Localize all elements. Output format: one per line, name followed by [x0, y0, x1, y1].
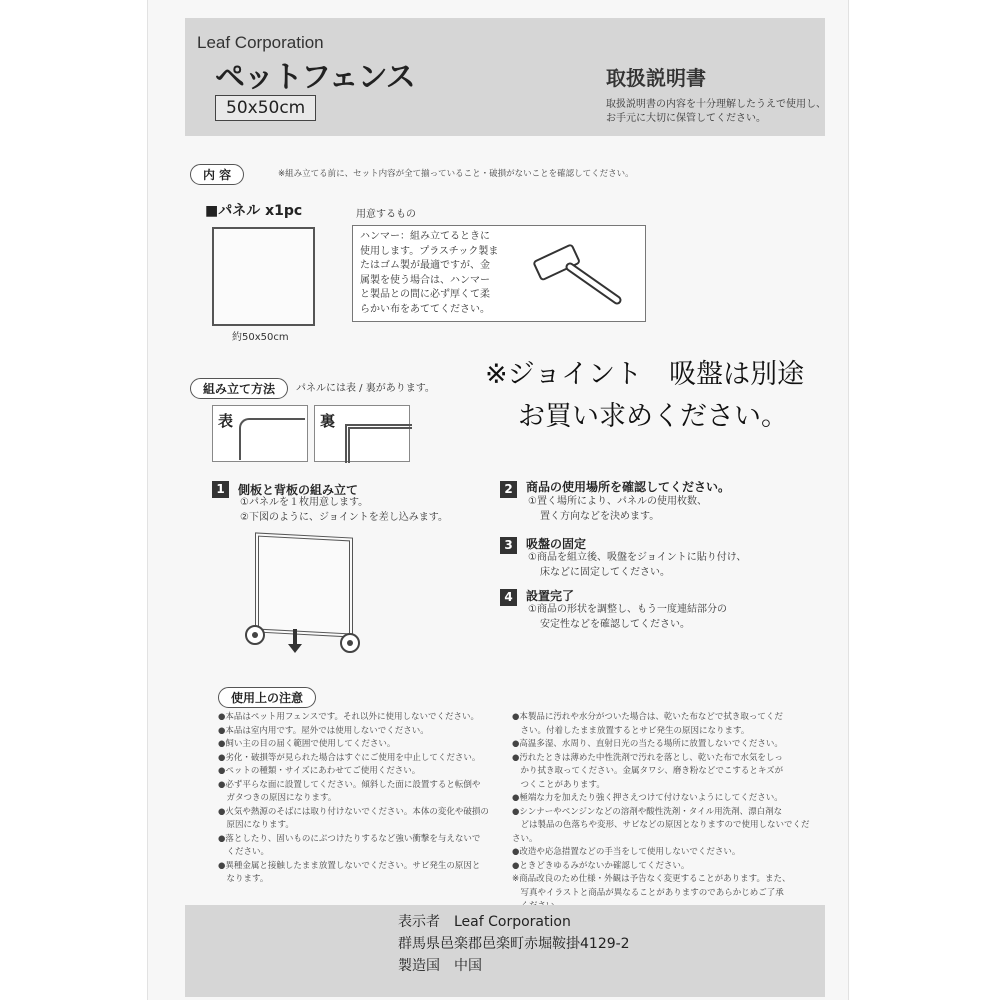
footer-line-3: 製造国 中国: [398, 958, 482, 974]
step-1-line: ②下図のように、ジョイントを差し込みます。: [240, 512, 448, 523]
cautions-left: [218, 711, 503, 887]
step-1-line: ①パネルを１枚用意します。: [240, 497, 369, 508]
caution-item: さい。付着したまま放置するとサビ発生の原因になります。: [512, 725, 750, 736]
front-side-box: [212, 405, 308, 462]
caution-item: ●本製品に汚れや水分がついた場合は、乾いた布などで拭き取ってくだ: [512, 712, 783, 722]
panel-label: ■パネル x1pc: [205, 203, 303, 219]
panel-illustration: [212, 227, 315, 326]
caution-item: ●ペットの種類・サイズにあわせてご使用ください。: [218, 766, 421, 776]
caution-item: ●落としたり、固いものにぶつけたりするなど強い衝撃を与えないで: [218, 833, 481, 844]
panel-size: 約50x50cm: [232, 332, 289, 343]
contents-note: ※組み立てる前に、セット内容が全て揃っていること・破損がないことを確認してください。: [278, 169, 634, 179]
step-2-number: 2: [500, 481, 517, 498]
overlay-note-line-1: ※ジョイント 吸盤は別途: [485, 359, 805, 390]
caution-item: ●シンナーやベンジンなどの溶剤や酸性洗剤・タイル用洗剤、漂白剤な: [512, 806, 783, 817]
contents-label: 内 容: [190, 164, 244, 185]
product-name: ペットフェンス: [215, 60, 415, 95]
back-side-box: [314, 405, 410, 462]
caution-item: 写真やイラストと商品が異なることがありますのであらかじめご了承: [512, 887, 784, 898]
tools-line: らかい布をあててください。: [360, 303, 490, 315]
step-4-line: 安定性などを確認してください。: [540, 619, 690, 630]
footer-line-1: 表示者 Leaf Corporation: [398, 914, 571, 930]
caution-item: ●本品はペット用フェンスです。それ以外に使用しないでください。: [218, 712, 480, 722]
tools-line: 使用します。プラスチック製ま: [360, 245, 499, 257]
step-2-line: 置く方向などを決めます。: [540, 511, 660, 522]
caution-item: ●劣化・破損等が見られた場合はすぐにご使用を中止してください。: [218, 752, 481, 763]
step-1-title: 側板と背板の組み立て: [238, 483, 359, 497]
tools-text: [360, 230, 498, 317]
back-corner-shape: [345, 424, 412, 463]
step-2-line: ①置く場所により、パネルの使用枚数、: [528, 496, 707, 507]
caution-item: ●異種金属と接触したまま放置しないでください。サビ発生の原因と: [218, 860, 481, 871]
step-4-number: 4: [500, 589, 517, 606]
caution-item: かり拭き取ってください。金属タワシ、磨き粉などでこするとキズが: [512, 766, 784, 776]
step-3-number: 3: [500, 537, 517, 554]
size-label: 50x50cm: [215, 95, 316, 121]
step-3-title: 吸盤の固定: [526, 537, 587, 551]
caution-item: ●飼い主の目の届く範囲で使用してください。: [218, 739, 396, 749]
step-2-title: 商品の使用場所を確認してください。: [526, 480, 731, 494]
caution-item: ●火気や熱源のそばには取り付けないでください。本体の変化や破損の: [218, 806, 489, 817]
brand-name: Leaf Corporation: [197, 33, 324, 52]
step-4-title: 設置完了: [526, 589, 575, 603]
front-side-label: 表: [218, 412, 234, 430]
hammer-icon: [522, 232, 627, 312]
front-corner-shape: [239, 418, 305, 460]
caution-item: なります。: [218, 874, 269, 884]
tools-line: と製品との間に必ず厚くて柔: [360, 289, 490, 300]
manual-note-1: 取扱説明書の内容を十分理解したうえで使用し、: [606, 99, 826, 110]
step-3-line: 床などに固定してください。: [540, 567, 670, 578]
cautions-right: [512, 711, 812, 914]
tools-line: たはゴム製が最適ですが、金: [360, 260, 490, 271]
caution-item: どは製品の色落ちや変形、サビなどの原因となりますので使用しないでください。: [512, 820, 810, 844]
assembly-note: パネルには表 / 裏があります。: [296, 383, 435, 394]
manual-title: 取扱説明書: [606, 66, 706, 90]
caution-item: つくことがあります。: [512, 779, 605, 790]
caution-item: ガタつきの原因になります。: [218, 793, 337, 803]
tools-title: 用意するもの: [356, 209, 416, 220]
tools-line: ハンマー：組み立てるときに: [360, 231, 490, 242]
caution-item: ●本品は室内用です。屋外では使用しないでください。: [218, 725, 429, 736]
tools-line: 属製を使う場合は、ハンマー: [360, 274, 490, 286]
caution-item: ●汚れたときは薄めた中性洗剤で汚れを落とし、乾いた布で水気をしっ: [512, 752, 783, 763]
caution-item: ※商品改良のため仕様・外観は予告なく変更することがあります。また、: [512, 874, 791, 884]
caution-item: ●改造や応急措置などの手当をして使用しないでください。: [512, 847, 741, 857]
cautions-label: 使用上の注意: [218, 687, 316, 708]
step-3-line: ①商品を組立後、吸盤をジョイントに貼り付け、: [528, 552, 747, 563]
caution-item: ●高温多湿、水周り、直射日光の当たる場所に放置しないでください。: [512, 739, 783, 749]
caution-item: ●必ず平らな面に設置してください。傾斜した面に設置すると転倒や: [218, 779, 481, 790]
caution-item: ●極端な力を加えたり強く押さえつけて付けないようにしてください。: [512, 793, 783, 803]
caution-item: ください。: [218, 847, 270, 857]
caution-item: ●ときどきゆるみがないか確認してください。: [512, 860, 690, 871]
step-1-number: 1: [212, 481, 229, 498]
manual-note-2: お手元に大切に保管してください。: [606, 113, 766, 124]
footer-line-2: 群馬県邑楽郡邑楽町赤堀鞍掛4129-2: [398, 936, 630, 952]
joint-illustration: [240, 615, 365, 660]
overlay-note-line-2: お買い求めください。: [518, 401, 788, 432]
back-side-label: 裏: [320, 412, 336, 430]
assembly-label: 組み立て方法: [190, 378, 288, 399]
step-4-line: ①商品の形状を調整し、もう一度連結部分の: [528, 604, 727, 615]
caution-item: 原因になります。: [218, 820, 294, 830]
